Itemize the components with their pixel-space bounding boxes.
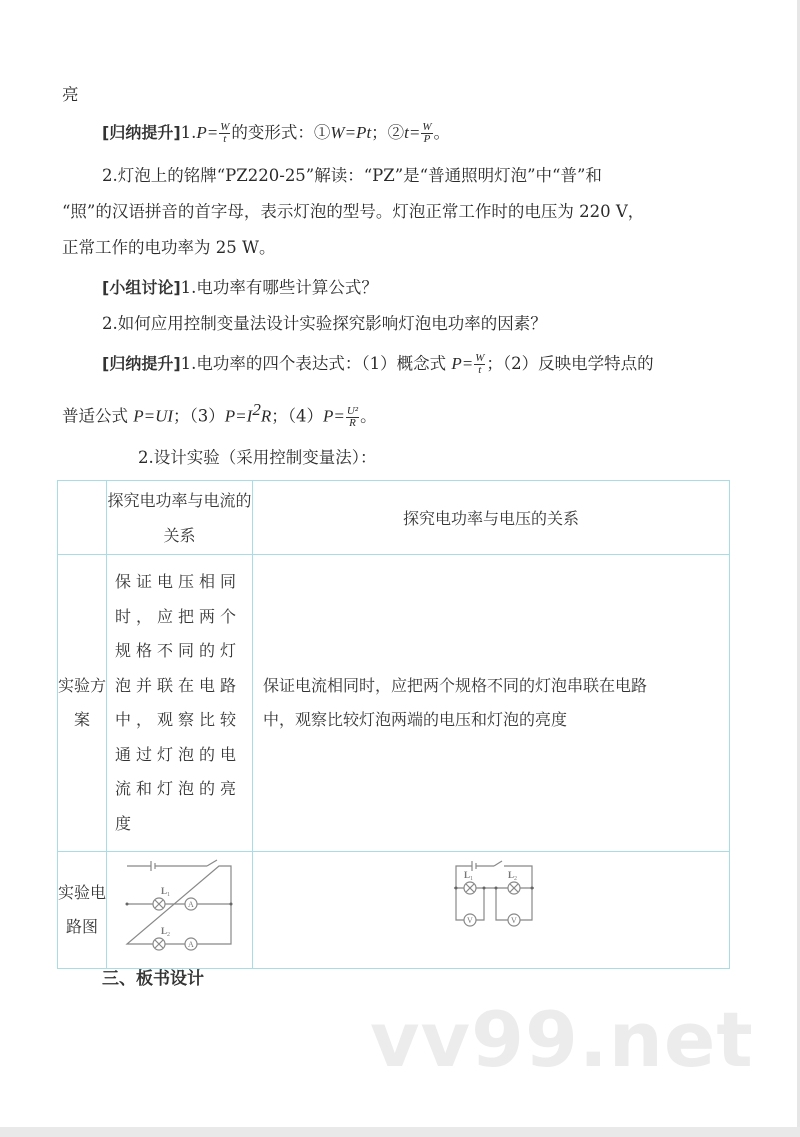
table-header-row <box>58 481 730 555</box>
header-current: 探究电功率与电流的关系 <box>107 481 253 555</box>
watermark: vv99.net <box>370 995 754 1084</box>
fraction: $\frac{W}{t}$ <box>475 352 485 376</box>
section-heading-board-design: 三、板书设计 <box>102 969 204 989</box>
discussion-q1: [小组讨论]1.电功率有哪些计算公式？ <box>102 278 378 297</box>
summary-1: [归纳提升]1.P= $\frac{W}{t}$ 的变形式：①W=Pt；②t= $\frac{W}{P}$ 。 <box>102 121 451 145</box>
svg-text:A: A <box>188 900 194 909</box>
svg-text:2: 2 <box>514 876 517 882</box>
svg-text:A: A <box>188 940 194 949</box>
header-voltage: 探究电功率与电压的关系 <box>253 481 730 555</box>
svg-text:V: V <box>511 916 517 925</box>
experiment-table <box>57 480 730 969</box>
summary-tag: [归纳提升] <box>102 354 181 373</box>
continuation-text: 亮 <box>62 85 79 104</box>
summary-2-line-1: [归纳提升]1.电功率的四个表达式：（1）概念式 P= $\frac{W}{t}$ ；（2）反映电学特点的 <box>102 352 654 376</box>
nameplate-line-3: 正常工作的电功率为 25 W。 <box>62 238 276 257</box>
parallel-circuit-icon <box>107 852 244 964</box>
header-empty-cell <box>58 481 107 555</box>
svg-text:1: 1 <box>470 876 473 882</box>
plan-current: 保证电压相同时，应把两个规格不同的灯泡并联在电路中，观察比较通过灯泡的电流和灯泡的亮度 <box>107 555 253 852</box>
svg-text:L: L <box>464 870 471 880</box>
svg-text:L: L <box>161 886 168 896</box>
plan-voltage: 保证电流相同时，应把两个规格不同的灯泡串联在电路 中，观察比较灯泡两端的电压和灯泡的亮度 <box>253 555 730 852</box>
svg-text:L: L <box>161 926 168 936</box>
row-label-plan: 实验方案 <box>58 555 107 852</box>
design-heading: 2.设计实验（采用控制变量法）： <box>138 448 377 467</box>
svg-text:V: V <box>467 916 473 925</box>
table-row-circuit <box>58 852 730 969</box>
table-row-plan <box>58 555 730 852</box>
summary-2-line-2: 普适公式 P=UI；$(3)P=I^2R$；（4）P= $\frac{\text{U²}}{R}$ 。 <box>62 400 377 429</box>
nameplate-line-2: “照”的汉语拼音的首字母，表示灯泡的型号。灯泡正常工作时的电压为 220 V， <box>62 202 645 221</box>
nameplate-line-1: 2.灯泡上的铭牌“PZ220-25”解读：“PZ”是“普通照明灯泡”中“普”和 <box>102 166 602 185</box>
fraction: $\frac{\text{U²}}{R}$ <box>346 404 359 429</box>
summary-tag: [归纳提升] <box>102 123 181 142</box>
row-label-circuit: 实验电路图 <box>58 852 107 969</box>
svg-text:2: 2 <box>167 932 170 938</box>
series-circuit-diagram <box>253 852 730 969</box>
fraction: $\frac{W}{P}$ <box>422 121 432 145</box>
page-bottom-band <box>0 1127 800 1137</box>
discussion-tag: [小组讨论] <box>102 278 181 297</box>
svg-text:L: L <box>508 870 515 880</box>
fraction: $\frac{W}{t}$ <box>220 121 230 145</box>
series-circuit-icon <box>446 858 536 958</box>
parallel-circuit-diagram <box>107 852 253 969</box>
discussion-q2: 2.如何应用控制变量法设计实验探究影响灯泡电功率的因素？ <box>102 314 547 333</box>
svg-text:1: 1 <box>167 892 170 898</box>
